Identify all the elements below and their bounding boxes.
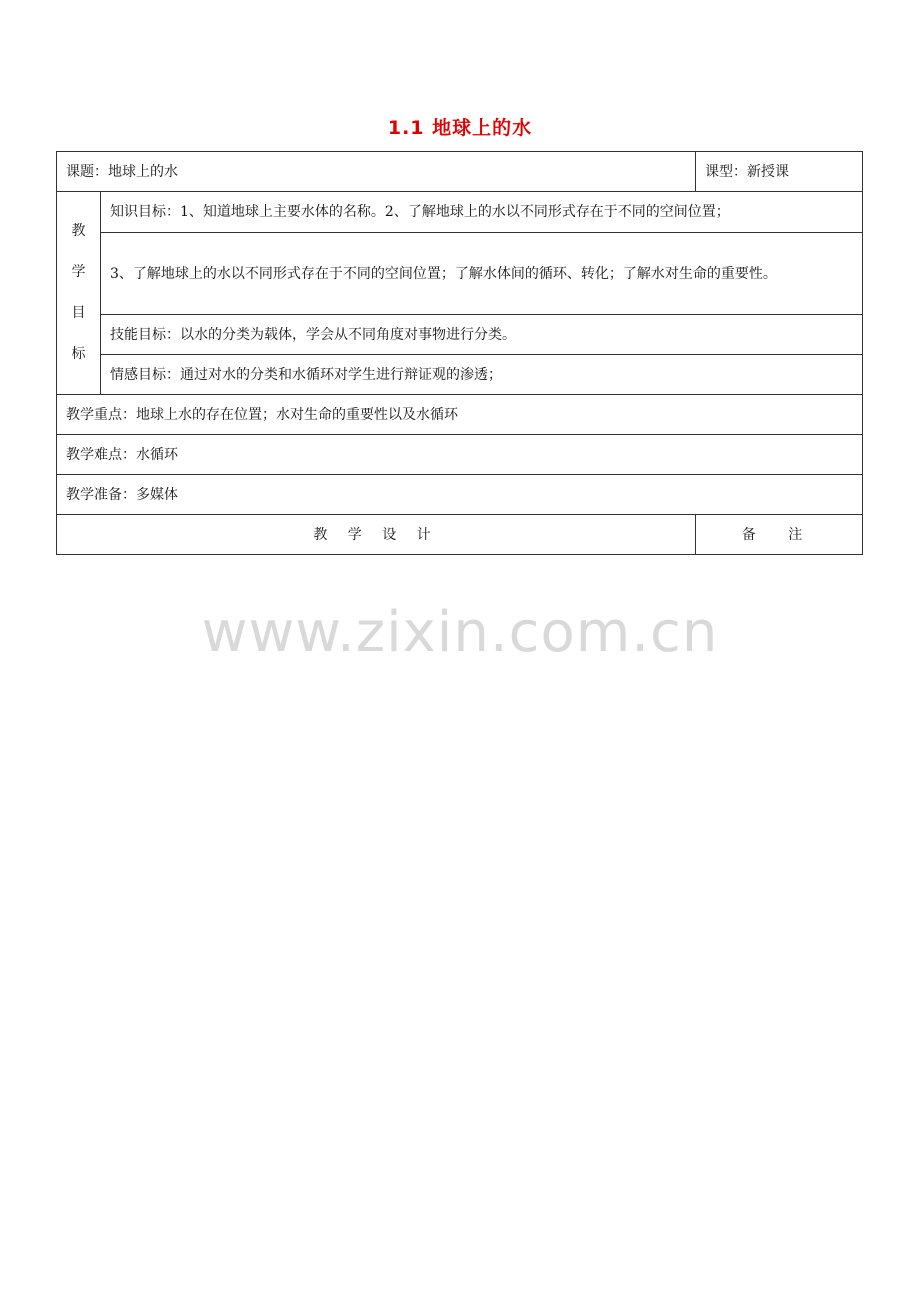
preparation-cell: 教学准备：多媒体 <box>57 475 863 515</box>
lesson-type-cell: 课型：新授课 <box>696 152 863 192</box>
knowledge-goal-row-2 <box>57 233 863 315</box>
watermark: www.zixin.com.cn <box>201 600 719 665</box>
key-point-cell: 教学重点：地球上水的存在位置；水对生命的重要性以及水循环 <box>57 395 863 435</box>
knowledge-goal-line-1: 知识目标：1、知道地球上主要水体的名称。2、了解地球上的水以不同形式存在于不同的空间位置； <box>101 192 863 233</box>
key-point-row <box>57 395 863 435</box>
emotion-goal-cell: 情感目标：通过对水的分类和水循环对学生进行辩证观的渗透； <box>101 355 863 395</box>
preparation-row <box>57 475 863 515</box>
design-header-cell: 教 学 设 计 <box>57 515 696 555</box>
emotion-goal-row <box>57 355 863 395</box>
design-header-row <box>57 515 863 555</box>
document-title: 1.1 地球上的水 <box>387 117 533 139</box>
topic-cell: 课题：地球上的水 <box>57 152 696 192</box>
topic-row <box>57 152 863 192</box>
teaching-goals-header <box>57 192 101 395</box>
goals-header-char: 标 <box>71 346 86 362</box>
skill-goal-row <box>57 315 863 355</box>
goals-header-char: 目 <box>71 305 86 321</box>
goals-header-char: 教 <box>71 223 86 239</box>
lesson-plan-table <box>56 151 863 555</box>
difficulty-row <box>57 435 863 475</box>
notes-header-cell: 备 注 <box>696 515 863 555</box>
goals-header-char: 学 <box>71 264 86 280</box>
skill-goal-cell: 技能目标：以水的分类为载体，学会从不同角度对事物进行分类。 <box>101 315 863 355</box>
knowledge-goal-row-1 <box>57 192 863 233</box>
difficulty-cell: 教学难点：水循环 <box>57 435 863 475</box>
knowledge-goal-line-2: 3、了解地球上的水以不同形式存在于不同的空间位置；了解水体间的循环、转化；了解水对生命的重要性。 <box>101 233 863 315</box>
